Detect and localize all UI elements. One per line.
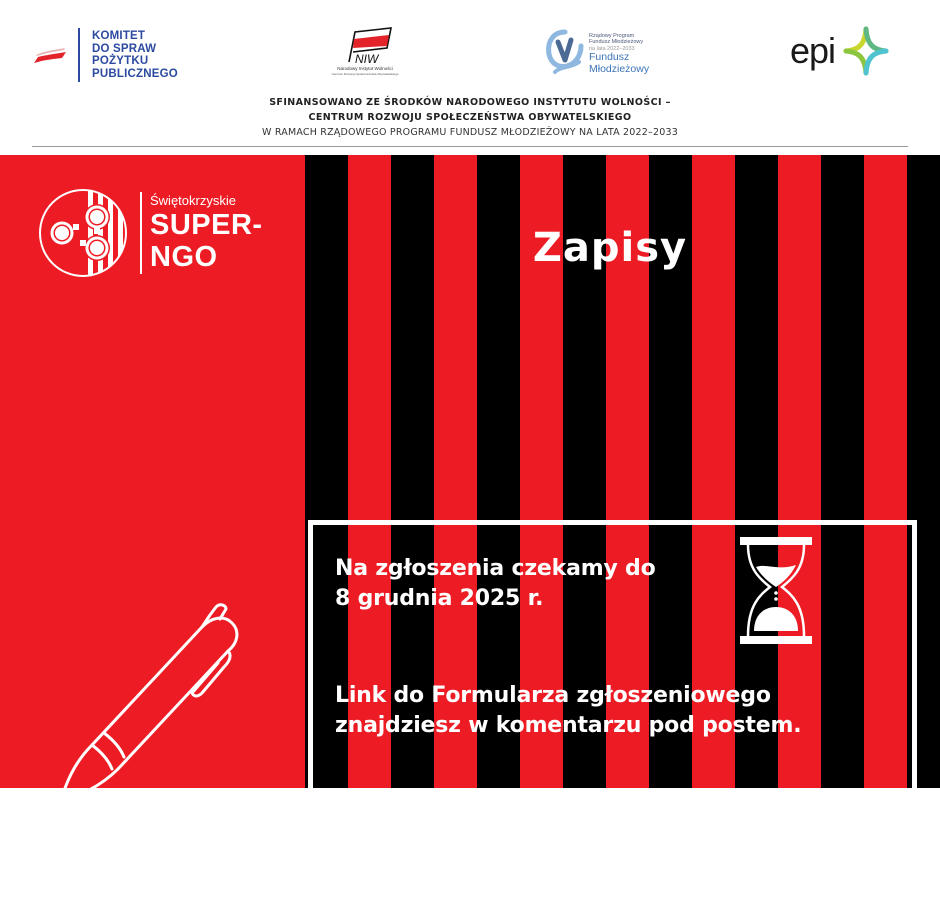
kpp-line: POŻYTKU [92, 55, 149, 67]
poster [0, 155, 940, 864]
deadline-line2: 8 grudnia 2025 r. [335, 586, 544, 611]
pen-icon [52, 593, 272, 813]
deadline-line1: Na zgłoszenia czekamy do [335, 556, 656, 581]
kpp-line: DO SPRAW [92, 42, 157, 55]
superngo-logo [38, 188, 263, 278]
funding-line-3: W RAMACH RZĄDOWEGO PROGRAMU FUNDUSZ MŁODZIEŻOWY NA LATA 2022–2033 [262, 127, 678, 138]
logo-separator [140, 192, 142, 274]
funding-line-1: SFINANSOWANO ZE ŚRODKÓW NARODOWEGO INSTYTUTU WOLNOŚCI – [269, 97, 671, 108]
kpp-logo [32, 28, 178, 82]
niw-caption: Narodowy Instytut Wolności [337, 66, 393, 71]
fundusz-v-icon [545, 28, 585, 80]
fundusz-mlodziezowy-logo [545, 28, 649, 80]
fundusz-small-line: Fundusz Młodzieżowy [589, 39, 644, 46]
fundusz-small-line: Rządowy Program [589, 32, 635, 39]
sponsor-header [0, 0, 940, 155]
logo-region: Świętokrzyskie [150, 193, 236, 208]
hourglass-icon [738, 535, 814, 647]
info-box [308, 520, 917, 908]
polish-flag-icon [32, 43, 68, 67]
fundusz-big-line: Fundusz [589, 51, 630, 64]
contact-text [335, 807, 590, 867]
epi-wordmark: epi [790, 30, 836, 71]
fundusz-small-line: na lata 2022–2033 [589, 45, 635, 52]
deadline-text [335, 554, 656, 614]
contact-email[interactable]: superngo@epi.org.pl [335, 839, 590, 864]
kpp-line: KOMITET [92, 30, 146, 42]
question-line: Masz pytanie? [335, 809, 510, 834]
link-line1: Link do Formularza zgłoszeniowego [335, 683, 771, 708]
link-line2: znajdziesz w komentarzu pod postem. [335, 713, 802, 738]
poster-title: Zapisy [532, 225, 688, 271]
header-divider [32, 146, 908, 147]
kpp-separator [78, 28, 80, 82]
niw-logo [330, 26, 400, 76]
form-link-text [335, 681, 801, 741]
kpp-text [92, 30, 178, 80]
kpp-line: PUBLICZNEGO [92, 67, 178, 80]
epi-logo [790, 26, 889, 76]
superngo-emblem-icon [38, 188, 128, 278]
niw-subcaption: Centrum Rozwoju Społeczeństwa Obywatelskiego [331, 72, 399, 76]
superngo-wordmark [150, 193, 263, 273]
fundusz-big-line: Młodzieżowy [589, 62, 650, 75]
funding-line-2: CENTRUM ROZWOJU SPOŁECZEŃSTWA OBYWATELSKIEGO [308, 112, 632, 123]
epi-star-icon [843, 26, 889, 76]
niw-flag-icon [335, 26, 395, 66]
logo-name-line2: NGO [150, 241, 218, 273]
fundusz-text [589, 33, 649, 76]
logo-name-line1: SUPER- [150, 209, 263, 241]
svg-text:NIW: NIW [355, 52, 379, 66]
